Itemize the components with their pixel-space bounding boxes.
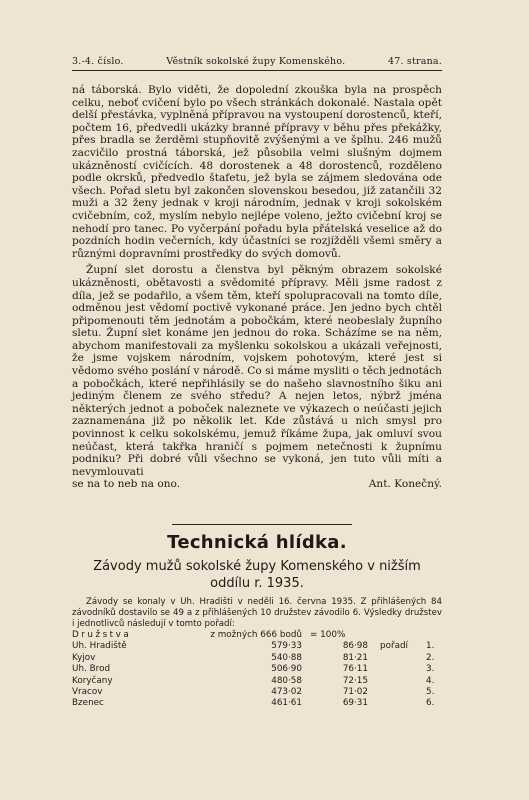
team-rank: 5. — [426, 686, 435, 697]
issue-number: 3.-4. číslo. — [72, 56, 124, 67]
results-intro — [72, 597, 442, 629]
team-name: Koryčany — [72, 675, 113, 686]
paragraph-2: Župní slet dorostu a členstva byl pěkným obrazem sokolské ukázněnosti, obětavosti a svědomité přípravy. Měli jsme radost z díla, jež se podařilo, a všem těm, kteří spolupracovali na tomto díle, odměnou jest vědomí poctivě vykonané práce. Jen jedno bych chtěl připomenouti těm jednotám a pobočkám, které neobeslaly župního sletu. Župní slet konáme jen jednou do roka. Scházíme se na něm, abychom manifestovali za myšlenku sokolskou a ukázali veřejnosti, že jsme vojskem národním, vojskem pohotovým, které jest si vědomo svého poslání v národě. Co si máme mysliti o těch jednotách a pobočkách, které nepřihlásily se do našeho slavnostního šiku ani jediným členem ze svého středu? A nejen letos, nýbrž jména některých jednot a poboček naleznete ve výkazech o neúčasti jejich zaznamenána již po několik let. Kde zůstává u nich smysl pro povinnost k celku sokolskému, jemuž říkáme župa, jak omluví svou neúčast, která takřka hraničí s pojmem netečnosti k župnímu podniku? Při dobré vůli všechno se vykoná, jen tuto vůli míti a nevymlouvati — [72, 264, 442, 478]
paragraph-1: ná táborská. Bylo viděti, že dopolední zkouška byla na prospěch celku, neboť cvičení bylo po všech stránkách dokonalé. Nastala opět delší přestávka, vyplněná přípravou na vystoupení dorostenců, kteří, počtem 16, předvedli ukázky branné přípravy v běhu přes překážky, přes bradla se žerděmi stupňovitě zvýšenými a ve šplhu. 246 mužů zacvičilo prostná táborská, jež působila velmi slušným dojmem ukázněností cvičících. 48 dorostenek a 48 dorostenců, rozděleno podle okrsků, předvedlo štafetu, jež byla se zájmem sledována ode všech. Pořad sletu byl zakončen slovenskou besedou, již zatančili 32 muži a 32 ženy jednak v kroji národním, jednak v kroji sokolském cvičebním, což, myslím nebylo nejlépe voleno, ježto cvičební kroj se nehodí pro tanec. Po vyčerpání pořadu byla přátelská veselice až do pozdních hodin večerních, kdy účastníci se rozjížděli všemi směry a různými dopravními prostředky do svých domovů. — [72, 84, 442, 260]
team-percent: 69·31 — [342, 698, 368, 709]
team-rank: 1. — [426, 641, 435, 652]
team-name: Uh. Hradiště — [72, 641, 127, 652]
results-table — [72, 630, 442, 710]
team-percent: 76·11 — [342, 664, 368, 675]
table-row — [72, 676, 442, 687]
subtitle-line-2: oddílu r. 1935. — [210, 576, 304, 591]
table-row — [72, 664, 442, 675]
rank-label: pořadí — [380, 641, 409, 652]
team-points: 506·90 — [271, 664, 302, 675]
closing-text: se na to neb na ono. — [72, 478, 181, 491]
column-team: Družstva — [72, 630, 132, 640]
team-name: Kyjov — [72, 652, 96, 663]
team-points: 480·58 — [271, 675, 302, 686]
team-name: Uh. Brod — [72, 664, 111, 675]
table-row — [72, 687, 442, 698]
subtitle-line-1: Závody mužů sokolské župy Komenského v nižším — [93, 559, 421, 574]
page-header — [72, 56, 442, 71]
section-divider — [172, 524, 352, 525]
team-points: 579·33 — [271, 641, 302, 652]
team-percent: 71·02 — [342, 686, 368, 697]
team-points: 540·88 — [271, 652, 302, 663]
results-header-row — [72, 630, 442, 641]
intro-text: Závody se konaly v Uh. Hradišti v neděli 16. června 1935. Z přihlášených 84 závodníků dostavilo se 49 a z přihlášených 10 družstev závodilo 6. Výsledky družstev i jednotlivců následují v tomto pořadí: — [72, 597, 442, 629]
journal-title: Věstník sokolské župy Komenského. — [166, 56, 346, 67]
team-rank: 6. — [426, 698, 435, 709]
closing-line — [72, 478, 442, 491]
article-body — [72, 84, 442, 491]
team-percent: 72·15 — [342, 675, 368, 686]
table-row — [72, 698, 442, 709]
team-rank: 4. — [426, 675, 435, 686]
results-rows — [72, 641, 442, 709]
table-row — [72, 653, 442, 664]
team-points: 473·02 — [271, 686, 302, 697]
team-rank: 2. — [426, 652, 435, 663]
column-points: z možných 666 bodů — [210, 630, 302, 640]
author-signature: Ant. Konečný. — [368, 478, 442, 491]
column-percent: = 100% — [310, 630, 346, 640]
team-name: Bzenec — [72, 698, 104, 709]
page-number: 47. strana. — [387, 56, 442, 67]
table-row — [72, 641, 442, 652]
team-percent: 86·98 — [342, 641, 368, 652]
team-name: Vracov — [72, 686, 103, 697]
section-subtitle — [72, 558, 442, 592]
team-percent: 81·21 — [342, 652, 368, 663]
section-title: Technická hlídka. — [167, 532, 347, 553]
team-points: 461·61 — [271, 698, 302, 709]
team-rank: 3. — [426, 664, 435, 675]
